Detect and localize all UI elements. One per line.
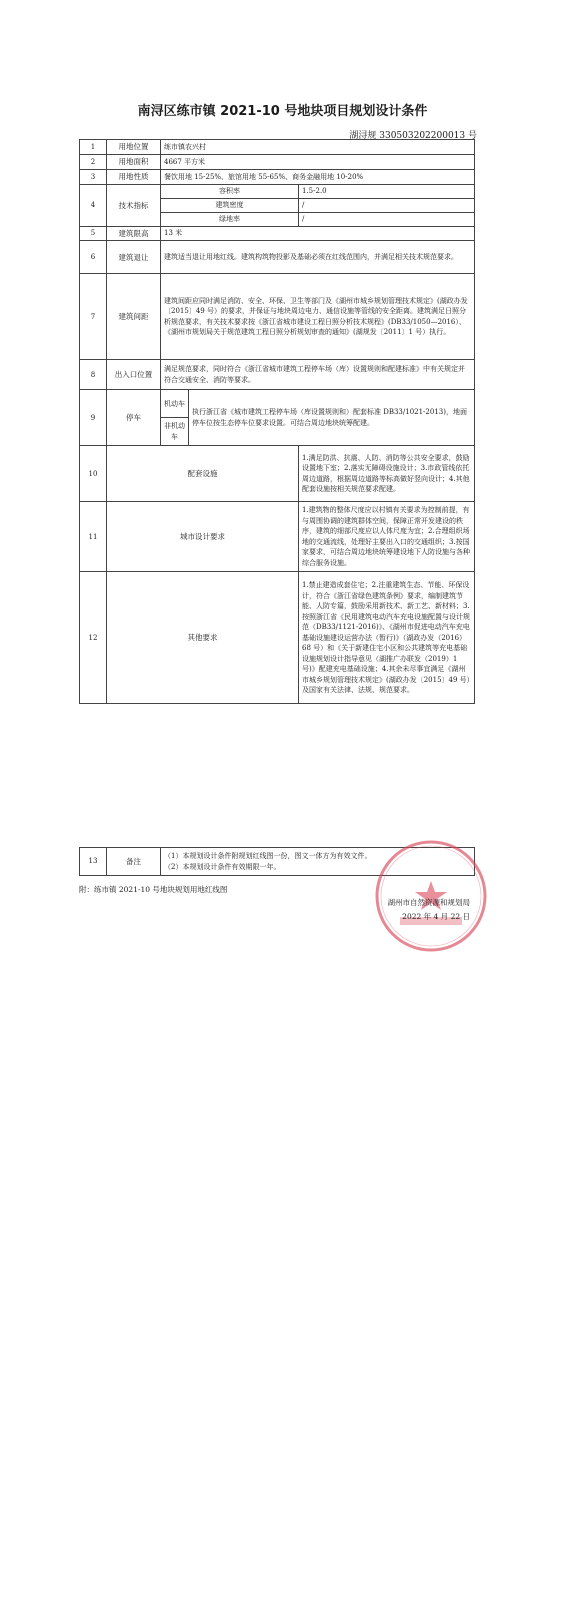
row-label: 出入口位置 (107, 360, 161, 390)
row-value: 13 米 (161, 227, 475, 241)
row-number: 5 (80, 227, 107, 241)
row-label: 技术指标 (107, 185, 161, 227)
row-number: 7 (80, 274, 107, 360)
indicator-value: / (299, 199, 475, 213)
row-number: 6 (80, 241, 107, 274)
row-label: 停车 (107, 390, 161, 446)
row-number: 4 (80, 185, 107, 227)
row-label: 其他要求 (107, 572, 299, 704)
row-label: 用地面积 (107, 155, 161, 170)
remark-line-2: （2）本规划设计条件有效期限一年。 (164, 862, 281, 871)
row-number: 2 (80, 155, 107, 170)
row-value: 练市镇农兴村 (161, 140, 475, 155)
row-value: 建筑适当退让用地红线。建筑构筑物投影及基础必须在红线范围内，并满足相关技术规范要求。 (161, 241, 475, 274)
table-row (80, 446, 475, 502)
table-row (80, 185, 475, 199)
remark-line-1: （1）本规划设计条件附规划红线图一份，图文一体方为有效文件。 (164, 852, 372, 860)
row-label: 建筑退让 (107, 241, 161, 274)
row-value: 满足规范要求，同时符合《浙江省城市建筑工程停车场（库）设置规则和配建标准》中有关规定并符合交通安全、消防等要求。 (161, 360, 475, 390)
row-number: 10 (80, 446, 107, 502)
row-value: 1.建筑物的整体尺度应以村镇有关要求为控制前提，有与周围协调的建筑群体空间，保障正常开发建设的秩序，建筑的细部尺度应以人体尺度为宜；2.合理组织场地的交通流线，处理好主要出入口的交通组织；3.按国家要求，可结合周边地块统筹建设地下人防设施与各种综合服务设施。 (299, 502, 475, 572)
row-label: 建筑限高 (107, 227, 161, 241)
row-value: 餐饮用地 15-25%、旅馆用地 55-65%、商务金融用地 10-20% (161, 170, 475, 185)
row-value: 1.禁止建造成套住宅；2.注重建筑生态、节能、环保设计，符合《浙江省绿色建筑条例》要求，编制建筑节能、人防专篇，鼓励采用新技术、新工艺、新材料；3.按照浙江省《民用建筑电动汽车充电设施配置与设计规范（DB33/1121-2016)》、《湖州市促进电动汽车充电基础设施建设运营办法（暂行)》（湖政办发（2016）68 号）和《关于新建住宅小区和公共建筑等充电基础设施规划设计指导意见（湖推广办联发（2019）1 号)》配建充电基础设施；4.其余未尽事宜满足《湖州市城乡规划管理技术规定》(湖政办发〔2015〕49 号）及国家有关法律、法规、规范要求。 (299, 572, 475, 704)
table-row (80, 572, 475, 704)
page-title: 南浔区练市镇 2021-10 号地块项目规划设计条件 (137, 104, 428, 119)
row-number: 3 (80, 170, 107, 185)
table-row (80, 155, 475, 170)
table-row (80, 390, 475, 418)
row-value: 1.满足防洪、抗震、人防、消防等公共安全要求，鼓励设置地下室；2.落实无障碍设施设计；3.市政管线依托周边道路，根据周边道路等标高做好竖向设计；4.其他配套设施按相关规范要求配建。 (299, 446, 475, 502)
table-row (80, 140, 475, 155)
conditions-table (79, 139, 475, 704)
row-number: 11 (80, 502, 107, 572)
table-row (80, 227, 475, 241)
indicator-name: 容积率 (161, 185, 299, 199)
row-number: 13 (80, 848, 107, 876)
row-label: 用地性质 (107, 170, 161, 185)
row-label: 配套设施 (107, 446, 299, 502)
row-label: 城市设计要求 (107, 502, 299, 572)
document-number: 湖浔规 330503202200013 号 (349, 131, 477, 141)
row-number: 1 (80, 140, 107, 155)
indicator-name: 绿地率 (161, 213, 299, 227)
row-value: 4667 平方米 (161, 155, 475, 170)
table-row (80, 502, 475, 572)
indicator-value: / (299, 213, 475, 227)
row-label: 用地位置 (107, 140, 161, 155)
row-label: 备注 (107, 848, 161, 876)
official-seal-icon (372, 837, 490, 955)
sub-label-nonmotor: 非机动车 (161, 418, 189, 446)
row-number: 9 (80, 390, 107, 446)
attachment-note: 附：练市镇 2021-10 号地块规划用地红线图 (79, 885, 228, 894)
issuing-organization: 湖州市自然资源和规划局 (387, 898, 470, 907)
row-value: 建筑间距应同时满足消防、安全、环保、卫生等部门及《湖州市城乡规划管理技术规定》(湖政办发〔2015〕49 号）的要求，并保证与地块周边电力、通信设施等管线的安全距离。建筑满足日照分析规范要求，有关技术要求按《浙江省城市建设工程日照分析技术规程》(DB33/1050—2016）、《湖州市规划局关于规范建筑工程日照分析规划审查的通知》(湖规发〔2011〕1 号）执行。 (161, 274, 475, 360)
table-row (80, 274, 475, 360)
row-number: 8 (80, 360, 107, 390)
row-number: 12 (80, 572, 107, 704)
sub-label-motor: 机动车 (161, 390, 189, 418)
table-row (80, 360, 475, 390)
row-label: 建筑间距 (107, 274, 161, 360)
issue-date: 2022 年 4 月 22 日 (402, 912, 470, 921)
row-value: 执行浙江省《城市建筑工程停车场（库设置规则和）配套标准 DB33/1021-2013)，地面停车位按生态停车位要求设置。可结合周边地块统筹配建。 (189, 390, 475, 446)
indicator-value: 1.5-2.0 (299, 185, 475, 199)
indicator-name: 建筑密度 (161, 199, 299, 213)
table-row (80, 241, 475, 274)
table-row (80, 170, 475, 185)
